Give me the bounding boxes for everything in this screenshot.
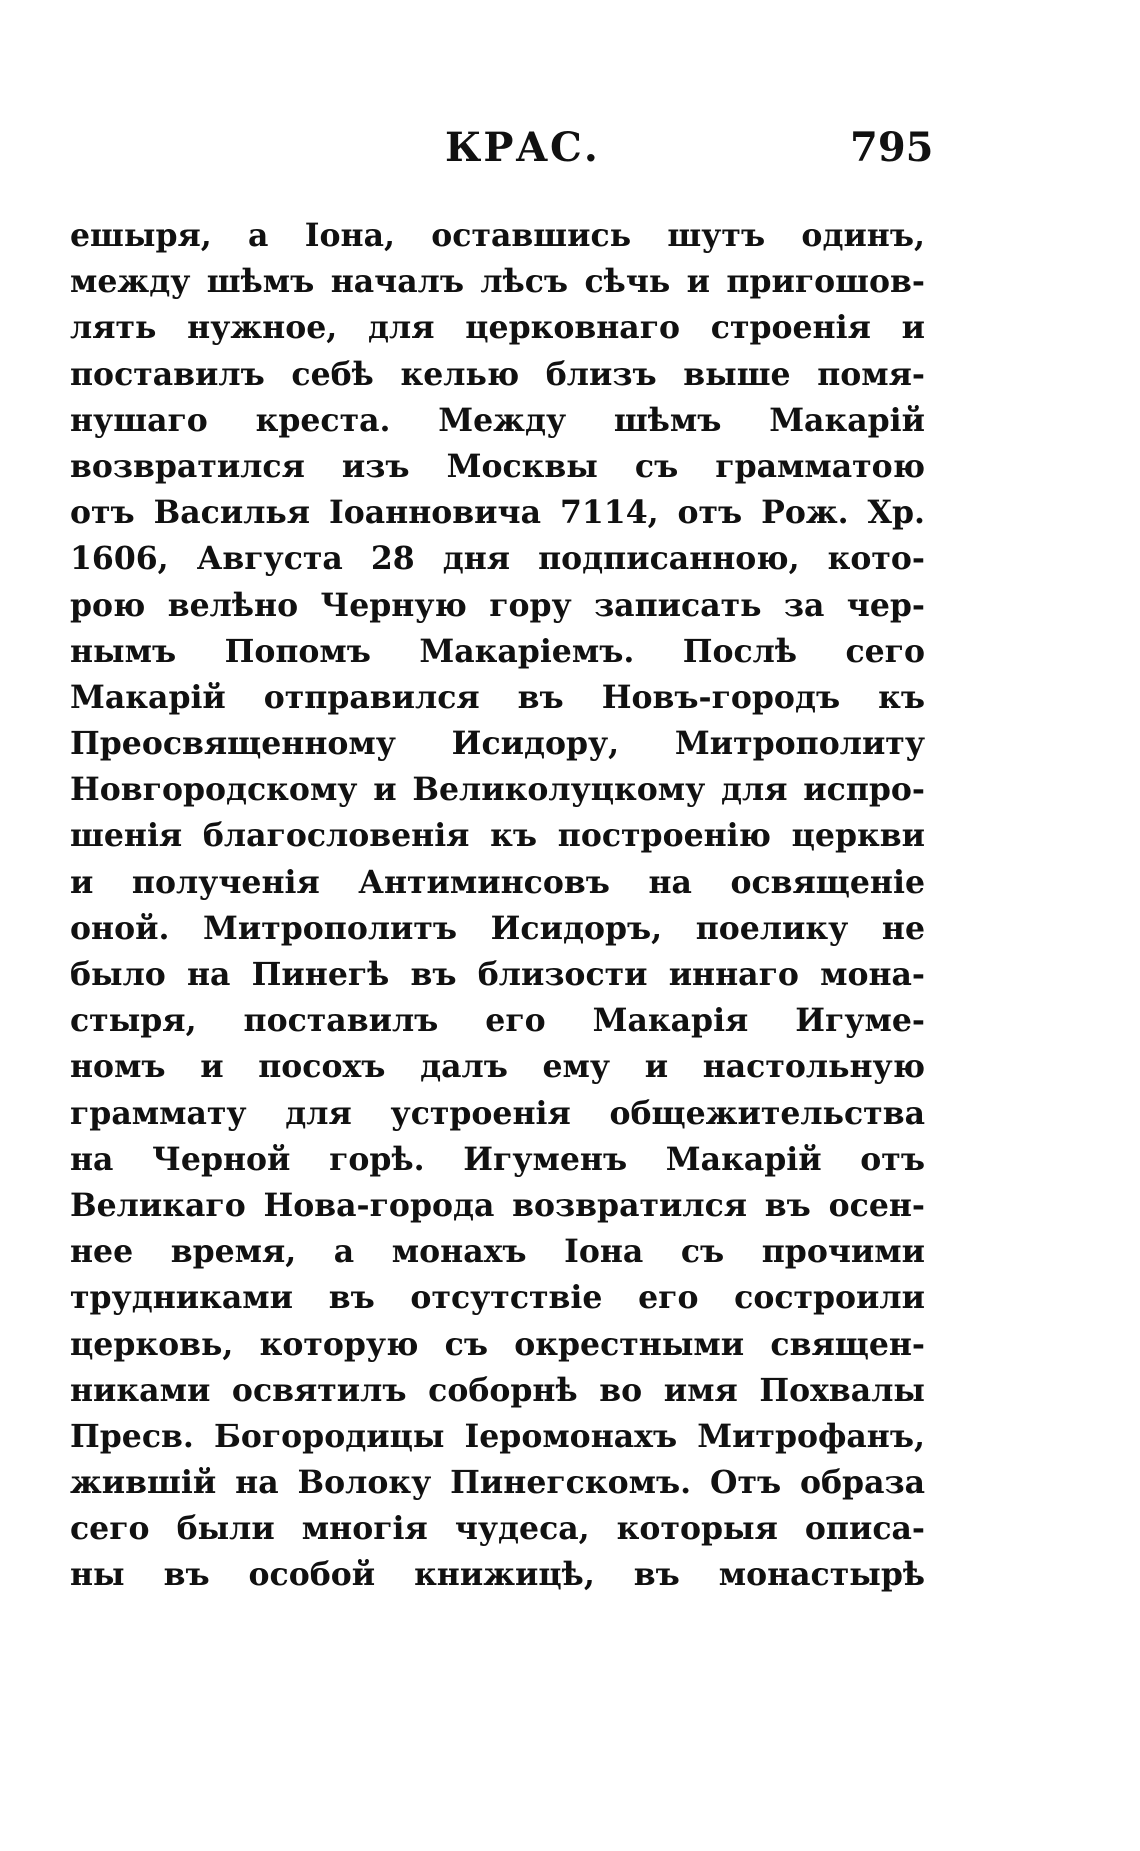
text-line: граммату для устроенія общежительства xyxy=(70,1094,925,1132)
text-line: нушаго креста. Между шѣмъ Макарій xyxy=(70,401,925,439)
text-line: поставилъ себѣ келью близъ выше помя- xyxy=(70,355,925,393)
text-line: шенія благословенія къ построенію церкви xyxy=(70,817,925,855)
text-line: рою велѣно Черную гору записать за чер- xyxy=(70,586,925,624)
text-line: жившій на Волоку Пинегскомъ. Отъ образа xyxy=(70,1464,925,1502)
text-line: лять нужное, для церковнаго строенія и xyxy=(70,309,925,347)
text-line: нымъ Попомъ Макаріемъ. Послѣ сего xyxy=(70,632,925,670)
body-text xyxy=(70,213,925,1599)
page-number: 795 xyxy=(850,124,934,171)
text-line: на Черной горѣ. Игуменъ Макарій отъ xyxy=(70,1140,925,1178)
running-head xyxy=(0,118,1140,178)
text-line: стыря, поставилъ его Макарія Игуме- xyxy=(70,1002,925,1040)
text-line: ны въ особой книжицѣ, въ монастырѣ xyxy=(70,1556,925,1594)
text-line: Преосвященному Исидору, Митрополиту xyxy=(70,725,925,763)
text-line: отъ Василья Іоанновича 7114, отъ Рож. Хр. xyxy=(70,494,925,532)
text-line: и полученія Антиминсовъ на освященіе xyxy=(70,863,925,901)
text-line: сего были многія чудеса, которыя описа- xyxy=(70,1510,925,1548)
text-line: Новгородскому и Великолуцкому для испро- xyxy=(70,771,925,809)
running-head-title: КРАС. xyxy=(445,124,600,171)
text-line: Макарій отправился въ Новъ-городъ къ xyxy=(70,678,925,716)
text-line: возвратился изъ Москвы съ грамматою xyxy=(70,447,925,485)
text-line: Великаго Нова-города возвратился въ осен- xyxy=(70,1186,925,1224)
text-line: ешыря, а Іона, оставшись шутъ одинъ, xyxy=(70,217,925,254)
text-line: 1606, Августа 28 дня подписанною, кото- xyxy=(70,540,925,578)
text-line: Пресв. Богородицы Іеромонахъ Митрофанъ, xyxy=(70,1417,925,1455)
text-line: оной. Митрополитъ Исидоръ, поелику не xyxy=(70,909,925,947)
text-line: номъ и посохъ далъ ему и настольную xyxy=(70,1048,925,1086)
text-line: церковь, которую съ окрестными священ- xyxy=(70,1325,925,1363)
text-line: никами освятилъ соборнѣ во имя Похвалы xyxy=(70,1371,925,1409)
text-line: нее время, а монахъ Іона съ прочими xyxy=(70,1233,925,1271)
text-line: между шѣмъ началъ лѣсъ сѣчь и пригошов- xyxy=(70,263,925,301)
text-line: было на Пинегѣ въ близости иннаго мона- xyxy=(70,956,925,993)
text-line: трудниками въ отсутствіе его состроили xyxy=(70,1279,925,1317)
